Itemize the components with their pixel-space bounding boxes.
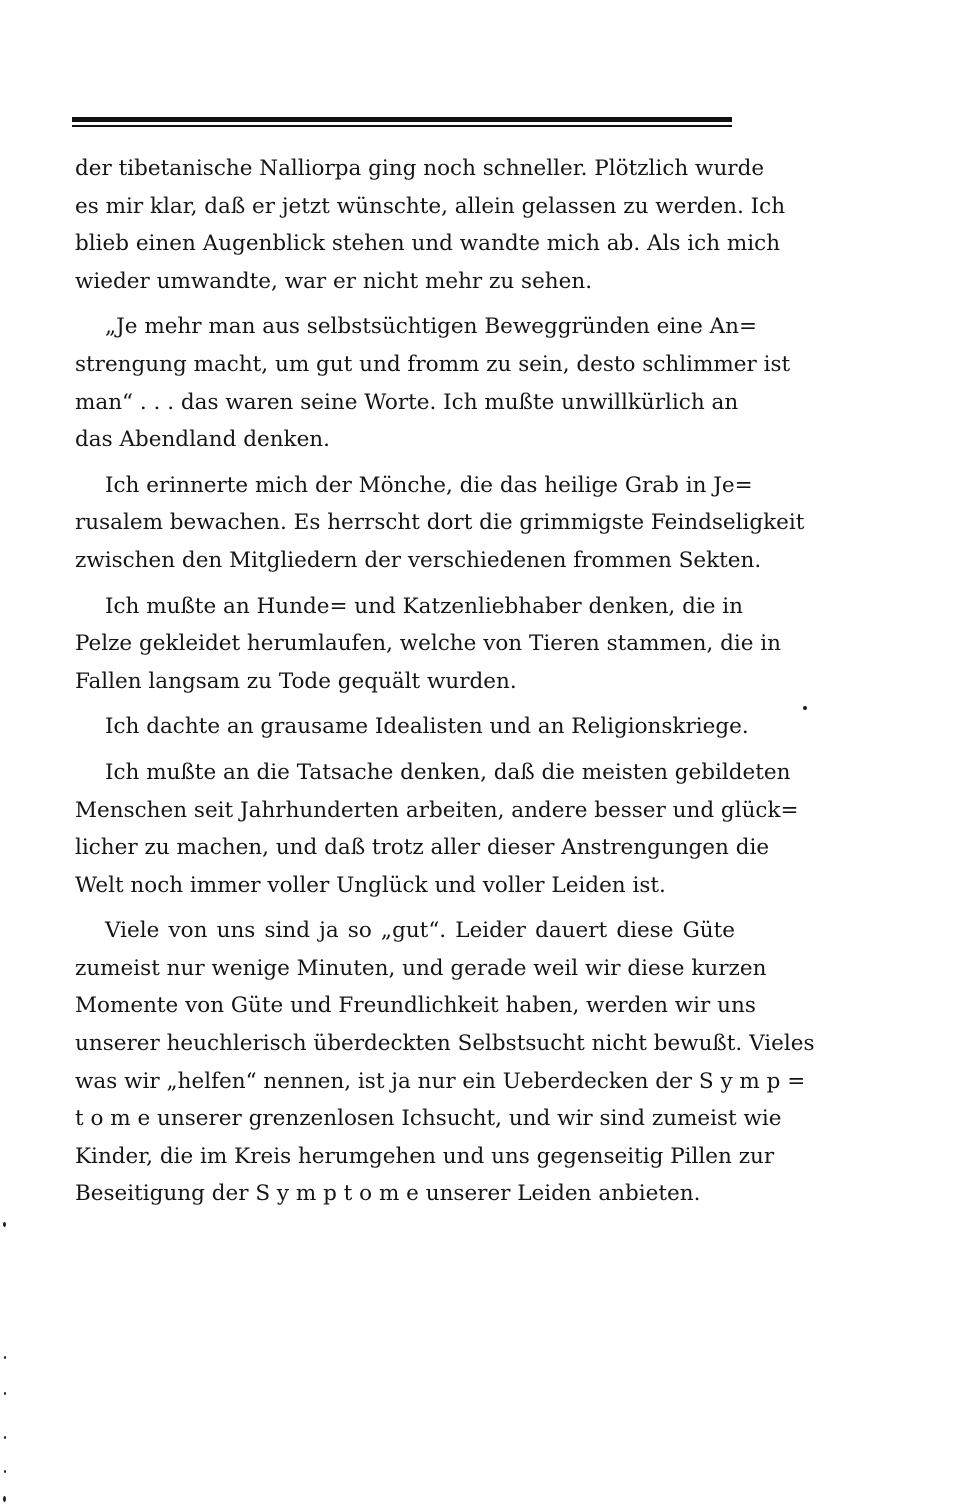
text-line: Viele von uns sind ja so „gut“. Leider dauert diese Güte	[105, 918, 735, 944]
text-line: Momente von Güte und Freundlichkeit haben, werden wir uns	[75, 993, 756, 1019]
scan-speck	[803, 706, 807, 710]
text-line: Fallen langsam zu Tode gequält wurden.	[75, 668, 517, 694]
text-line: man“ . . . das waren seine Worte. Ich mußte unwillkürlich an	[75, 389, 739, 415]
text-line: rusalem bewachen. Es herrscht dort die grimmigste Feindseligkeit	[75, 510, 805, 536]
header-rule-thick	[72, 117, 732, 122]
text-line: t o m e unserer grenzenlosen Ichsucht, und wir sind zumeist wie	[75, 1106, 782, 1132]
scan-speck	[3, 1496, 6, 1502]
text-line: zumeist nur wenige Minuten, und gerade weil wir diese kurzen	[75, 955, 767, 981]
text-line: das Abendland denken.	[75, 427, 330, 453]
text-line: unserer heuchlerisch überdeckten Selbstsucht nicht bewußt. Vieles	[75, 1031, 815, 1057]
text-line: wieder umwandte, war er nicht mehr zu sehen.	[75, 268, 593, 294]
scan-speck	[4, 1470, 6, 1473]
body-text	[75, 150, 815, 1221]
text-line: es mir klar, daß er jetzt wünschte, allein gelassen zu werden. Ich	[75, 193, 786, 219]
paragraph-7	[75, 912, 815, 1213]
text-line: zwischen den Mitgliedern der verschiedenen frommen Sekten.	[75, 547, 762, 573]
text-line: blieb einen Augenblick stehen und wandte mich ab. Als ich mich	[75, 231, 781, 257]
text-line: der tibetanische Nalliorpa ging noch schneller. Plötzlich wurde	[75, 156, 765, 181]
text-line: Welt noch immer voller Unglück und voller Leiden ist.	[75, 872, 666, 898]
paragraph-6	[75, 754, 799, 904]
text-line: Menschen seit Jahrhunderten arbeiten, andere besser und glück=	[75, 797, 799, 823]
paragraph-4	[75, 588, 782, 701]
paragraph-5	[75, 708, 749, 746]
text-line: Ich mußte an Hunde= und Katzenliebhaber denken, die in	[105, 593, 744, 619]
text-line: strengung macht, um gut und fromm zu sein, desto schlimmer ist	[75, 351, 791, 377]
text-line: Ich mußte an die Tatsache denken, daß die meisten gebildeten	[105, 759, 791, 785]
scan-speck	[3, 1222, 6, 1227]
text-line: „Je mehr man aus selbstsüchtigen Beweggründen eine An=	[105, 314, 758, 340]
paragraph-1	[75, 150, 786, 300]
text-line: was wir „helfen“ nennen, ist ja nur ein Ueberdecken der S y m p =	[75, 1068, 806, 1094]
text-line: Kinder, die im Kreis herumgehen und uns gegenseitig Pillen zur	[75, 1143, 775, 1169]
scan-speck	[4, 1436, 6, 1439]
text-line: Ich erinnerte mich der Mönche, die das heilige Grab in Je=	[105, 472, 753, 498]
text-line: Pelze gekleidet herumlaufen, welche von Tieren stammen, die in	[75, 631, 782, 657]
scan-speck	[4, 1356, 6, 1359]
paragraph-3	[75, 467, 805, 580]
text-line: Ich dachte an grausame Idealisten und an Religionskriege.	[105, 714, 749, 740]
scan-speck	[4, 1392, 6, 1395]
text-line: licher zu machen, und daß trotz aller dieser Anstrengungen die	[75, 835, 770, 861]
paragraph-2	[75, 308, 791, 458]
header-rule-thin	[72, 125, 732, 127]
text-line: Beseitigung der S y m p t o m e unserer Leiden anbieten.	[75, 1181, 701, 1207]
